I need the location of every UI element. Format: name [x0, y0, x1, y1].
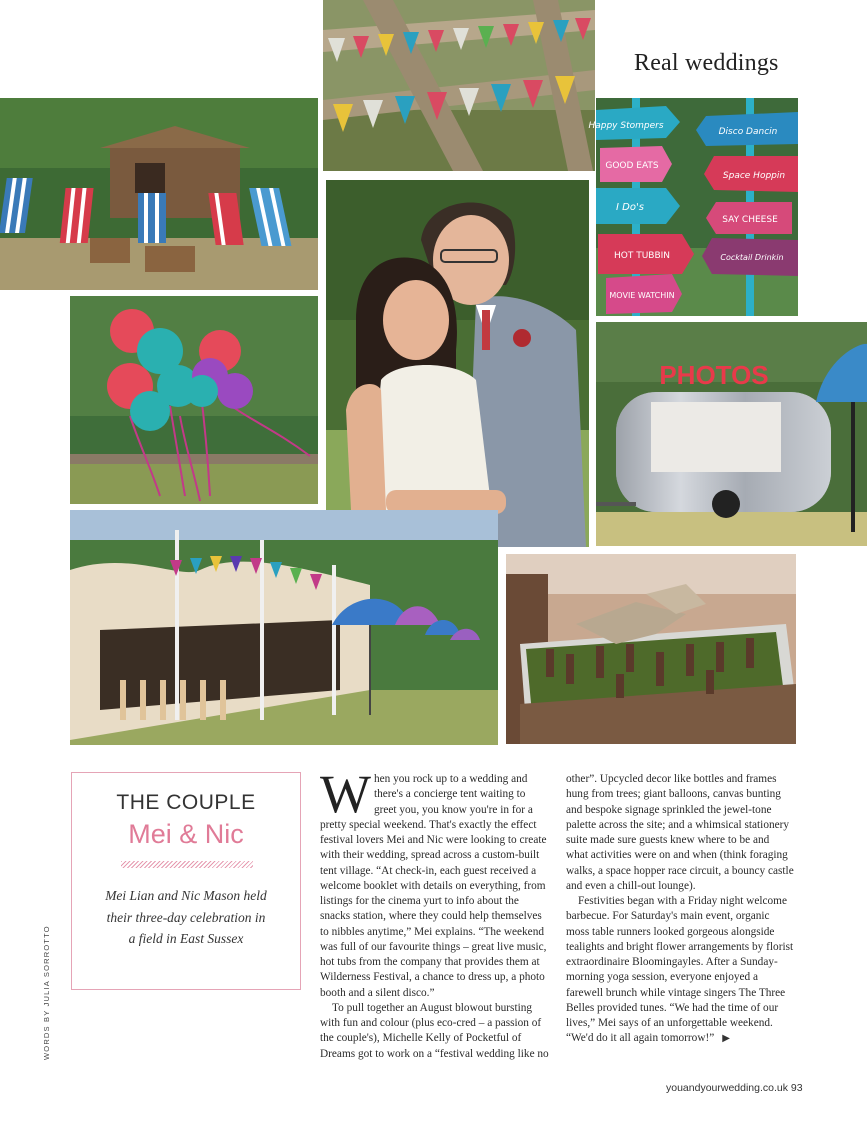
- caravan-sign: PHOTOS: [659, 360, 769, 390]
- photo-caravan: [596, 322, 867, 546]
- article-column-1: [320, 764, 550, 1062]
- article-paragraph-2-text: To pull together an August blowout bursting with fun and colour (plus eco-cred – a passion of the couple's), Michelle Kelly of Pocketful of Dreams got to work on a “festival wedding like no: [320, 1001, 549, 1060]
- article-paragraph-1: [320, 764, 550, 1001]
- couple-intro: Mei Lian and Nic Mason held their three-day celebration in a field in East Sussex: [105, 888, 267, 946]
- section-title: Real weddings: [634, 50, 779, 76]
- article-paragraph-2-start: [320, 1001, 550, 1062]
- couple-divider: [121, 861, 253, 868]
- sign-cocktail-drinkin: Cocktail Drinkin: [720, 253, 784, 262]
- sign-hot-tubbin: HOT TUBBIN: [613, 251, 671, 261]
- end-mark-icon: ▶: [722, 1033, 730, 1045]
- byline: WORDS BY JULIA SORROTTO: [42, 925, 51, 1060]
- sign-disco-dancin: Disco Dancin: [718, 127, 778, 137]
- couple-heading: THE COUPLE: [116, 791, 256, 814]
- photo-bunting: [323, 0, 595, 171]
- article-paragraph-3-text: Festivities began with a Friday night welcome barbecue. For Saturday's main event, organic moss table runners looked gorgeous alongside tealights and bright flower arrangements by florist extraordinaire Bloomingayles. After a Sunday-morning yoga session, everyone enjoyed a farewell brunch while vintage singers The Three Belles provided tunes. “We had the time of our lives,” Mei says of an unforgettable weekend. “We'd do it all again tomorrow!”: [566, 895, 794, 1045]
- photo-cake: [506, 554, 796, 744]
- page-footer: youandyourwedding.co.uk 93: [666, 1082, 803, 1094]
- sign-happy-stompers: Happy Stompers: [588, 121, 664, 131]
- article-paragraph-3: [566, 894, 794, 1047]
- couple-box: [71, 772, 301, 990]
- couple-names: Mei & Nic: [128, 819, 244, 849]
- photo-couple: [326, 180, 589, 547]
- sign-say-cheese: SAY CHEESE: [722, 215, 778, 225]
- drop-cap: W: [320, 764, 371, 824]
- sign-movie-watchin: MOVIE WATCHIN: [609, 291, 675, 300]
- article-paragraph-1-text: hen you rock up to a wedding and there's a concierge tent waiting to greet you, you know you're in for a pretty special weekend. That's exactly the effect festival lovers Mei and Nic were looking to create with their wedding, spread across a custom-built tent village. “At check-in, each guest received a welcome booklet with details on everything, from listings for the cinema yurt to info about the snacks station, where they could help themselves to nibbles anytime,” Mei explains. “The weekend was full of our favourite things – great live music, hot tubs from the company that provides them at Wilderness Festival, a chance to dress up, a photo booth and a silent disco.”: [320, 773, 547, 999]
- photo-signposts: [588, 98, 798, 316]
- article-paragraph-2-continued: other”. Upcycled decor like bottles and frames hung from trees; giant balloons, canvas bunting and bespoke signage sprinkled the jewel-tone palette across the site; and a whimsical stationery suite made sure guests knew where to be and what activities were on and when (think foraging walks, a space hopper race circuit, a bouncy castle and even a chill-out lounge).: [566, 773, 794, 892]
- sign-good-eats: GOOD EATS: [605, 161, 659, 171]
- photo-deckchairs: [0, 98, 318, 290]
- article-column-2: [566, 772, 794, 1047]
- sign-space-hoppin: Space Hoppin: [722, 171, 786, 181]
- photo-tent: [70, 510, 498, 745]
- sign-i-dos: I Do's: [616, 202, 644, 213]
- photo-balloons: [70, 296, 318, 504]
